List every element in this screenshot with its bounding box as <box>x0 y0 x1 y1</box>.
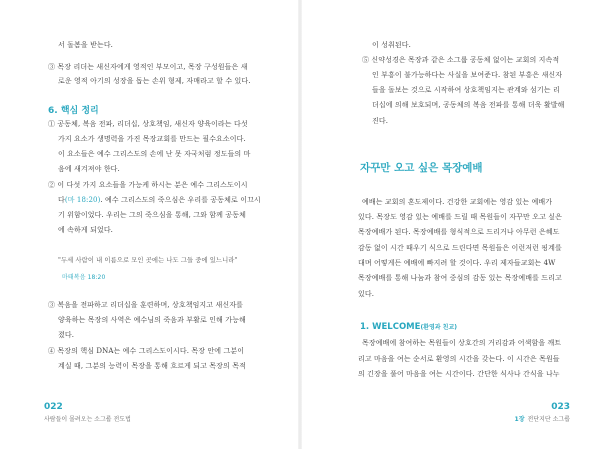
body-line: 목장예배에 참여하는 목원들이 상호간의 거리감과 어색함을 깨트 <box>362 339 562 347</box>
section-heading: 6. 핵심 정리 <box>48 106 99 116</box>
body-line: 목장예배가 된다. 목장예배를 형식적으로 드리거나 아무런 은혜도 <box>358 228 560 236</box>
body-line: 있다. <box>358 290 375 298</box>
quote-text: "두세 사람이 내 이름으로 모인 곳에는 나도 그들 중에 있느니라" <box>58 257 238 264</box>
sub-heading-note: (환영과 친교) <box>420 324 457 331</box>
body-line: 로운 영적 아기의 성장을 돕는 손위 형제, 자매라고 할 수 있다. <box>58 77 251 85</box>
body-line: 에 속하게 되었다. <box>58 226 114 234</box>
body-line: 인 부흥이 불가능하다는 사실을 보여준다. 참된 부흥은 새신자 <box>372 71 563 79</box>
quote-reference: 마태복음 18:20 <box>62 274 106 281</box>
line-suffix: . 예수 그리스도의 죽으심은 우리를 공동체로 이끄시 <box>100 196 261 204</box>
body-line: 이 성취된다. <box>372 41 411 49</box>
chapter-heading: 자꾸만 오고 싶은 목장예배 <box>360 162 483 174</box>
running-title <box>515 414 570 423</box>
body-line: 이 요소들은 예수 그리스도의 손에 난 못 자국처럼 정도들의 마 <box>58 150 251 158</box>
body-line: 음에 새겨져야 한다. <box>58 165 120 173</box>
body-line: ① 공동체, 복음 전파, 리더십, 상호책임, 새신자 양육이라는 다섯 <box>48 120 248 128</box>
body-line: 리고 마음을 여는 순서로 환영의 시간을 갖는다. 이 시간은 목원들 <box>358 355 560 363</box>
body-line: 더십에 의해 보호되며, 공동체의 복음 전파를 통해 더욱 활발해 <box>372 101 565 109</box>
body-line: 목장예배를 통해 나눔과 참여 중심의 감동 있는 목장예배를 드리고 <box>358 274 562 282</box>
body-line: ③ 목장 리더는 새신자에게 영적인 부모이고, 목장 구성원들은 새 <box>48 63 248 71</box>
page-number: 022 <box>44 402 63 412</box>
running-title: 사람들이 몰려오는 소그룹 전도법 <box>44 416 131 423</box>
body-line: ⑤ 신약성경은 목장과 같은 소그룹 공동체 없이는 교회의 지속적 <box>362 56 560 64</box>
body-line: 양육하는 목장의 사역은 예수님의 죽음과 부활로 인해 가능해 <box>58 316 246 324</box>
body-line: ② 이 다섯 가지 요소들을 가능케 하시는 분은 예수 그리스도이시 <box>48 181 248 189</box>
body-line: 계실 때, 그분의 능력이 목장을 통해 흐르게 되고 목장의 목적 <box>58 362 246 370</box>
body-line: 의 긴장을 풀어 마음을 여는 시간이다. 간단한 식사나 간식을 나누 <box>358 370 560 378</box>
body-line: ④ 목장의 핵심 DNA는 예수 그리스도이시다. 목장 안에 그분이 <box>48 347 245 355</box>
page-number: 023 <box>551 402 570 412</box>
right-page <box>300 0 600 449</box>
body-line: 기 위함이었다. 우리는 그의 죽으심을 통해, 그와 함께 공동체 <box>58 211 246 219</box>
running-title-text: 전단지단 소그룹 <box>527 416 570 423</box>
line-prefix: 다 <box>58 196 65 204</box>
body-line: 대며 어떻게든 예배에 빠지려 할 것이다. 우리 제자들교회는 4W <box>358 259 556 267</box>
sub-heading-main: 1. WELCOME <box>360 322 421 332</box>
body-line: 서 돌봄을 받는다. <box>58 41 114 49</box>
sub-heading <box>360 322 457 332</box>
body-line: 들을 돌보는 것으로 시작하여 상호책임지는 관계와 섬기는 리 <box>372 86 560 94</box>
body-line: 예배는 교회의 혼도제이다. 건강한 교회에는 영감 있는 예배가 <box>362 198 553 206</box>
body-line-with-ref <box>58 196 261 205</box>
body-line: ③ 복음을 전파하고 리더십을 훈련하며, 상호책임지고 새신자를 <box>48 301 243 309</box>
body-line: 있다. 목장도 영감 있는 예배를 드릴 때 목원들이 자꾸만 오고 싶은 <box>358 213 562 221</box>
scripture-ref: (마 18:20) <box>64 196 101 204</box>
body-line: 감동 없이 시간 때우기 식으로 드린다면 목원들은 이런저런 핑계를 <box>358 244 562 252</box>
chapter-label: 1장 <box>514 416 525 423</box>
body-line: 졌다. <box>58 331 75 339</box>
body-line: 가지 요소가 생명력을 가진 목장교회를 만드는 필수요소이다. <box>58 135 246 143</box>
body-line: 진다. <box>372 117 389 125</box>
